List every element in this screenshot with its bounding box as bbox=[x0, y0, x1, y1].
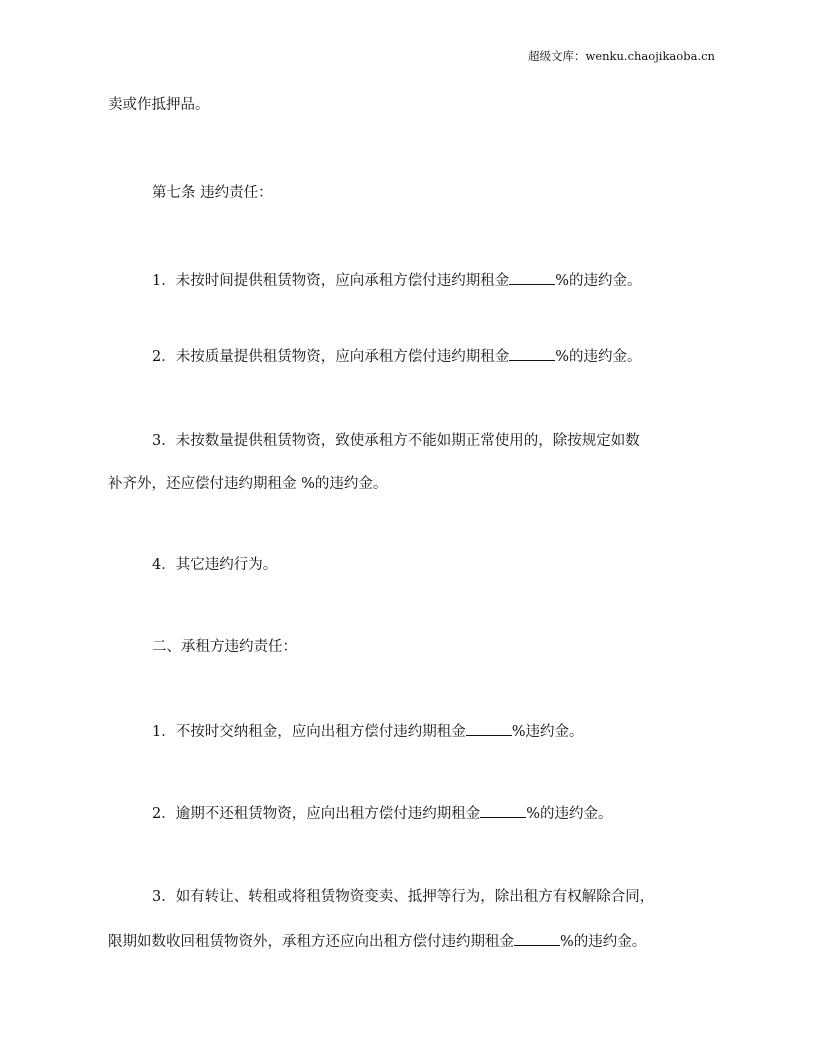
page-header: 超级文库：wenku.chaojikaoba.cn bbox=[528, 49, 715, 63]
clause-4: 4．其它违约行为。 bbox=[152, 557, 278, 573]
blank-field bbox=[509, 269, 555, 285]
section-heading-article-7: 第七条 违约责任： bbox=[152, 185, 273, 201]
blank-field bbox=[509, 345, 555, 361]
clause-text: %的违约金。 bbox=[555, 349, 642, 365]
clause-3-line-1: 3．未按数量提供租赁物资，致使承租方不能如期正常使用的，除按规定如数 bbox=[152, 433, 640, 449]
clause-text: 2．未按质量提供租赁物资，应向承租方偿付违约期租金 bbox=[152, 349, 510, 365]
clause-3-line-2: 补齐外，还应偿付违约期租金 %的违约金。 bbox=[108, 476, 388, 492]
blank-field bbox=[480, 802, 526, 818]
lessee-clause-1 bbox=[152, 720, 584, 742]
paragraph-line: 卖或作抵押品。 bbox=[108, 97, 210, 113]
clause-2 bbox=[152, 345, 642, 367]
clause-text: 1．不按时交纳租金，应向出租方偿付违约期租金 bbox=[152, 724, 466, 740]
clause-text: %的违约金。 bbox=[560, 934, 647, 950]
lessee-clause-2 bbox=[152, 802, 613, 824]
clause-1 bbox=[152, 269, 642, 291]
lessee-clause-3-line-1: 3．如有转让、转租或将租赁物资变卖、抵押等行为，除出租方有权解除合同， bbox=[152, 889, 655, 905]
blank-field bbox=[466, 720, 512, 736]
clause-text: 2．逾期不还租赁物资，应向出租方偿付违约期租金 bbox=[152, 806, 481, 822]
section-heading-lessee: 二、承租方违约责任： bbox=[152, 639, 297, 655]
clause-text: 限期如数收回租赁物资外，承租方还应向出租方偿付违约期租金 bbox=[108, 934, 514, 950]
clause-text: 1．未按时间提供租赁物资，应向承租方偿付违约期租金 bbox=[152, 273, 510, 289]
clause-text: %的违约金。 bbox=[555, 273, 642, 289]
blank-field bbox=[514, 930, 560, 946]
clause-text: %违约金。 bbox=[511, 724, 584, 740]
lessee-clause-3-line-2 bbox=[108, 930, 646, 952]
clause-text: %的违约金。 bbox=[526, 806, 613, 822]
